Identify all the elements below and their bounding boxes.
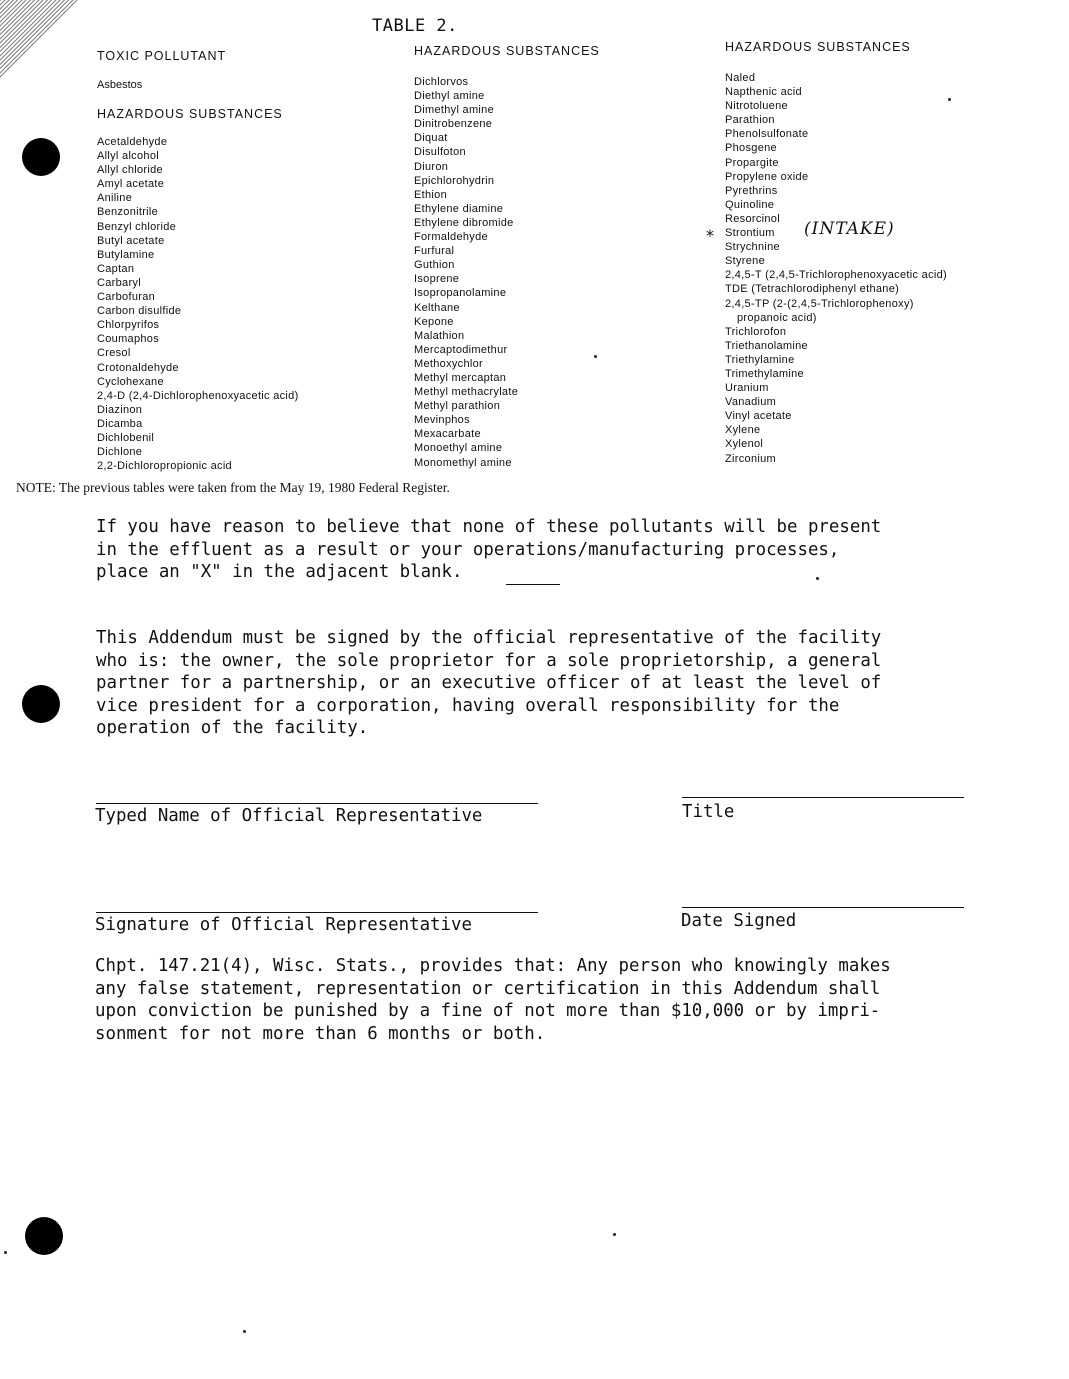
substance-item: Zirconium [725,452,776,465]
punch-hole-middle [22,685,60,723]
x-blank-field[interactable] [506,584,560,585]
substance-item: Chlorpyrifos [97,319,160,332]
substance-item: Resorcinol [725,212,780,225]
scan-speck [613,1233,616,1236]
substance-item: propanoic acid) [737,311,817,324]
substance-item: Pyrethrins [725,184,778,197]
substance-item: Benzonitrile [97,206,159,219]
substance-item: Napthenic acid [725,86,802,99]
substance-item: Vinyl acetate [725,410,792,423]
substance-item: Butylamine [97,248,155,261]
substance-item: Amyl acetate [97,178,165,191]
substance-item: Mercaptodimethur [414,343,508,356]
substance-item: TDE (Tetrachlorodiphenyl ethane) [725,283,900,296]
title-line[interactable] [682,797,964,798]
substance-item: Methyl mercaptan [414,371,507,384]
substance-item: Propargite [725,156,779,169]
hazardous-substances-heading: HAZARDOUS SUBSTANCES [725,40,911,54]
substance-item: Xylene [725,424,761,437]
substance-item: Furfural [414,245,455,258]
scan-corner-artifact [0,0,80,80]
substance-item: Quinoline [725,198,775,211]
substance-list [725,71,1025,466]
substance-item: Methyl methacrylate [414,386,519,399]
substance-item: Dimethyl amine [414,104,495,117]
no-pollutants-paragraph: If you have reason to believe that none of these pollutants will be present in the effluent as a result or your operations/manufacturing processes, place an "X" in the adjacent blank. [96,517,882,582]
substance-item: Allyl alcohol [97,150,159,163]
substance-item: Cyclohexane [97,375,164,388]
substance-list [97,135,397,473]
substance-item: Coumaphos [97,333,160,346]
substance-item: Guthion [414,259,455,272]
substance-item: Acetaldehyde [97,136,168,148]
substance-item: Naled [725,72,756,84]
substance-item: Diazinon [97,403,143,416]
substance-item: Benzyl chloride [97,220,177,233]
substance-item: Mevinphos [414,414,470,427]
punch-hole-top [22,138,60,176]
substance-item: Phenolsulfonate [725,128,809,141]
substance-item: Dichlorvos [414,76,469,88]
substance-item: Aniline [97,192,133,205]
substance-item: Strontium [725,227,775,240]
signature-requirement-paragraph: This Addendum must be signed by the official representative of the facility who is: the owner, the sole proprietor for a sole proprietorship, a general partner for a partnership, or an executive officer of at least the level of vice president for a corporation, having overall responsibility for the operation of the facility. [96,628,882,738]
substance-item: Vanadium [725,396,777,409]
substance-item: Trimethylamine [725,367,804,380]
substance-item: Ethion [414,188,447,201]
typed-name-label: Typed Name of Official Representative [95,806,483,826]
substance-item: Dinitrobenzene [414,118,493,131]
substance-item: Trichlorofon [725,325,787,338]
substance-item: 2,4-D (2,4-Dichlorophenoxyacetic acid) [97,389,299,402]
toxic-item: Asbestos [97,79,143,91]
substance-item: Carbaryl [97,276,141,289]
substance-item: Strychnine [725,241,780,254]
substance-item: Styrene [725,255,766,268]
substance-item: Diquat [414,132,448,145]
handwritten-intake-note: (INTAKE) [804,219,895,239]
substance-item: Kelthane [414,301,460,314]
table-title: TABLE 2. [372,16,458,36]
substance-item: Parathion [725,114,775,127]
substance-item: Isoprene [414,273,460,286]
substance-item: Methoxychlor [414,357,484,370]
toxic-pollutant-heading: TOXIC POLLUTANT [97,49,227,63]
substance-item: Diuron [414,160,449,173]
substance-item: Monoethyl amine [414,442,503,455]
substance-item: Propylene oxide [725,170,809,183]
substance-item: Formaldehyde [414,231,488,244]
source-note: NOTE: The previous tables were taken from the May 19, 1980 Federal Register. [16,480,450,495]
substance-item: Mexacarbate [414,428,481,441]
substance-item: Ethylene diamine [414,202,504,215]
substance-item: Kepone [414,315,454,328]
substance-item: Triethanolamine [725,339,808,352]
substance-item: 2,2-Dichloropropionic acid [97,460,232,473]
hazardous-substances-heading: HAZARDOUS SUBSTANCES [414,44,600,58]
punch-hole-bottom [25,1217,63,1255]
penalty-paragraph: Chpt. 147.21(4), Wisc. Stats., provides that: Any person who knowingly makes any false statement, representation or certification in this Addendum shall upon conviction be punished by a fine of not more than $10,000 or by impri- sonment for not more than 6 months or both. [95,956,891,1044]
signature-label: Signature of Official Representative [95,915,472,935]
substance-item: Carbon disulfide [97,305,182,318]
substance-item: Butyl acetate [97,234,165,247]
substance-item: Triethylamine [725,353,795,366]
substance-item: Malathion [414,329,465,342]
substance-item: Allyl chloride [97,164,163,177]
substance-item: Methyl parathion [414,400,501,413]
asterisk-mark: * [706,226,714,245]
typed-name-line[interactable] [96,803,538,804]
substance-item: Dichlone [97,446,143,459]
substance-item: Carbofuran [97,291,156,304]
title-label: Title [682,802,735,822]
substance-item: Epichlorohydrin [414,174,495,187]
substance-item: Monomethyl amine [414,456,512,469]
substance-item: Ethylene dibromide [414,216,514,229]
column-hazardous-2 [414,44,714,470]
substance-item: Cresol [97,347,131,360]
hazardous-substances-heading: HAZARDOUS SUBSTANCES [97,107,283,121]
substance-item: Dichlobenil [97,431,155,444]
substance-item: 2,4,5-TP (2-(2,4,5-Trichlorophenoxy) [725,297,914,310]
column-toxic-and-hazardous [97,49,397,473]
substance-item: Nitrotoluene [725,100,788,113]
substance-item: Crotonaldehyde [97,361,179,374]
scan-speck [4,1251,7,1254]
substance-item: Disulfoton [414,146,466,159]
substance-item: Isopropanolamine [414,287,507,300]
column-hazardous-3 [725,40,1025,466]
substance-item: Captan [97,262,135,275]
substance-list [414,75,714,470]
date-signed-label: Date Signed [681,911,797,931]
substance-item: Dicamba [97,417,143,430]
substance-item: Diethyl amine [414,90,485,103]
date-signed-line[interactable] [682,907,964,908]
substance-item: Phosgene [725,142,777,155]
substance-item: 2,4,5-T (2,4,5-Trichlorophenoxyacetic acid) [725,269,947,282]
scan-speck [243,1330,246,1333]
signature-line[interactable] [96,912,538,913]
substance-item: Xylenol [725,438,764,451]
substance-item: Uranium [725,382,769,395]
